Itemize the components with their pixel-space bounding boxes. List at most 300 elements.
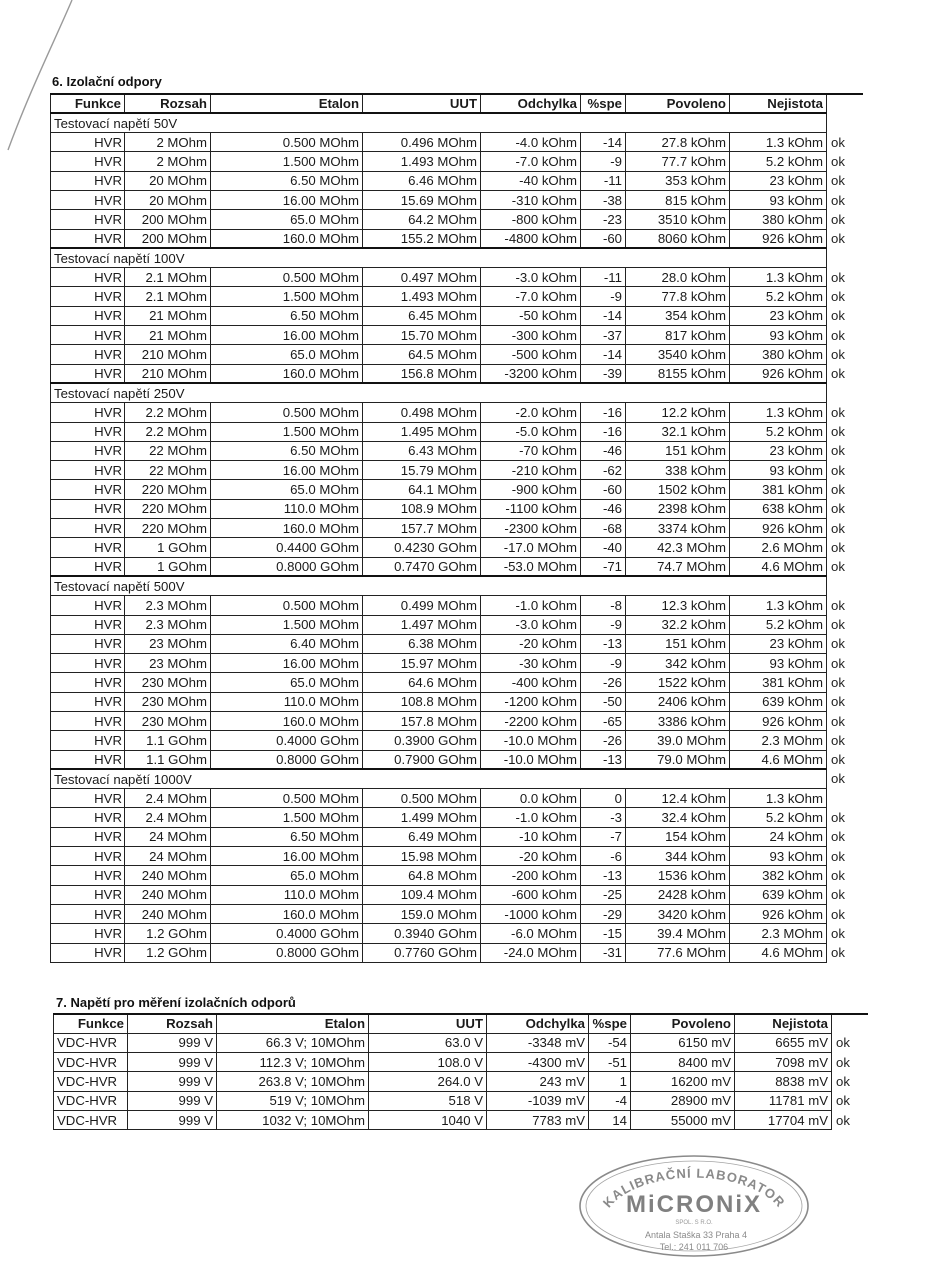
- cell-etalon: 16.00 MOhm: [211, 461, 363, 480]
- cell-spe: -14: [581, 133, 626, 152]
- column-header-povoleno: Povoleno: [626, 94, 730, 113]
- cell-rozsah: 2 MOhm: [125, 133, 211, 152]
- cell-povoleno: 817 kOhm: [626, 326, 730, 345]
- cell-povoleno: 3420 kOhm: [626, 904, 730, 923]
- cell-etalon: 110.0 MOhm: [211, 885, 363, 904]
- column-header-etalon: Etalon: [211, 94, 363, 113]
- cell-etalon: 0.4000 GOhm: [211, 924, 363, 943]
- stamp-top-text: KALIBRAČNÍ LABORATOR: [599, 1165, 789, 1211]
- insulation-voltage-table: [53, 1013, 868, 1130]
- cell-nejistota: 381 kOhm: [730, 480, 827, 499]
- cell-spe: -9: [581, 287, 626, 306]
- cell-uut: 0.500 MOhm: [363, 789, 481, 808]
- cell-etalon: 0.500 MOhm: [211, 789, 363, 808]
- cell-spe: -9: [581, 654, 626, 673]
- cell-rozsah: 240 MOhm: [125, 885, 211, 904]
- group-label: Testovací napětí 250V: [51, 383, 827, 402]
- cell-odchylka: -6.0 MOhm: [481, 924, 581, 943]
- cell-ok-status: ok: [831, 269, 845, 285]
- cell-ok-status: [827, 789, 863, 808]
- cell-odchylka: 243 mV: [487, 1072, 589, 1091]
- cell-odchylka: -1200 kOhm: [481, 692, 581, 711]
- table-row: [51, 692, 863, 711]
- cell-povoleno: 1502 kOhm: [626, 480, 730, 499]
- cell-funkce: HVR: [51, 924, 125, 943]
- cell-povoleno: 2398 kOhm: [626, 499, 730, 518]
- cell-etalon: 110.0 MOhm: [211, 499, 363, 518]
- cell-povoleno: 815 kOhm: [626, 190, 730, 209]
- cell-ok-status: ok: [831, 404, 845, 420]
- cell-spe: -16: [581, 403, 626, 422]
- cell-rozsah: 200 MOhm: [125, 210, 211, 229]
- cell-funkce: HVR: [51, 519, 125, 538]
- cell-ok-status: ok: [831, 810, 845, 826]
- cell-ok-status: ok: [831, 925, 845, 941]
- cell-rozsah: 2.2 MOhm: [125, 403, 211, 422]
- cell-povoleno: 42.3 MOhm: [626, 538, 730, 557]
- cell-ok-status: ok: [831, 694, 845, 710]
- cell-odchylka: -53.0 MOhm: [481, 557, 581, 576]
- cell-rozsah: 22 MOhm: [125, 461, 211, 480]
- cell-etalon: 65.0 MOhm: [211, 480, 363, 499]
- stamp-brand: MiCRONiX: [626, 1191, 762, 1218]
- cell-funkce: HVR: [51, 596, 125, 615]
- cell-spe: -26: [581, 731, 626, 750]
- cell-ok-status: ok: [831, 636, 845, 652]
- cell-nejistota: 2.3 MOhm: [730, 924, 827, 943]
- cell-ok-status: ok: [831, 211, 845, 227]
- cell-funkce: HVR: [51, 943, 125, 962]
- cell-ok-status: ok: [831, 173, 845, 189]
- cell-uut: 0.7760 GOhm: [363, 943, 481, 962]
- cell-spe: 1: [589, 1072, 631, 1091]
- cell-odchylka: -4800 kOhm: [481, 229, 581, 248]
- cell-spe: -29: [581, 904, 626, 923]
- cell-ok-status: ok: [831, 539, 845, 555]
- cell-spe: -31: [581, 943, 626, 962]
- cell-ok-status: ok: [831, 597, 845, 613]
- table-row: [51, 596, 863, 615]
- cell-nejistota: 23 kOhm: [730, 634, 827, 653]
- cell-nejistota: 23 kOhm: [730, 306, 827, 325]
- cell-rozsah: 999 V: [128, 1110, 217, 1129]
- cell-etalon: 16.00 MOhm: [211, 847, 363, 866]
- cell-ok-status: ok: [831, 231, 845, 247]
- cell-ok-status: ok: [836, 1035, 850, 1051]
- cell-povoleno: 32.2 kOhm: [626, 615, 730, 634]
- column-header-odchylka: Odchylka: [481, 94, 581, 113]
- stamp-company-type: SPOL. S R.O.: [675, 1220, 713, 1226]
- group-label: Testovací napětí 500V: [51, 576, 827, 595]
- cell-funkce: HVR: [51, 422, 125, 441]
- table-row: [51, 422, 863, 441]
- column-header-spe: %spe: [589, 1014, 631, 1033]
- cell-odchylka: -4.0 kOhm: [481, 133, 581, 152]
- cell-spe: -9: [581, 152, 626, 171]
- table-row: [54, 1072, 868, 1091]
- cell-odchylka: -210 kOhm: [481, 461, 581, 480]
- cell-etalon: 0.8000 GOhm: [211, 943, 363, 962]
- cell-uut: 0.7470 GOhm: [363, 557, 481, 576]
- cell-funkce: HVR: [51, 210, 125, 229]
- cell-rozsah: 1.2 GOhm: [125, 943, 211, 962]
- table-row: [51, 634, 863, 653]
- cell-odchylka: -1.0 kOhm: [481, 808, 581, 827]
- cell-funkce: HVR: [51, 461, 125, 480]
- cell-ok-status: ok: [831, 867, 845, 883]
- cell-odchylka: -1000 kOhm: [481, 904, 581, 923]
- cell-odchylka: -3348 mV: [487, 1033, 589, 1052]
- cell-spe: -60: [581, 480, 626, 499]
- group-header-row: [51, 576, 863, 595]
- column-header-rozsah: Rozsah: [128, 1014, 217, 1033]
- cell-nejistota: 4.6 MOhm: [730, 750, 827, 769]
- cell-rozsah: 1.1 GOhm: [125, 750, 211, 769]
- table-row: [51, 364, 863, 383]
- cell-nejistota: 2.3 MOhm: [730, 731, 827, 750]
- cell-odchylka: -20 kOhm: [481, 847, 581, 866]
- table-row: [51, 557, 863, 576]
- cell-uut: 0.499 MOhm: [363, 596, 481, 615]
- cell-ok-status: ok: [831, 520, 845, 536]
- cell-odchylka: -4300 mV: [487, 1053, 589, 1072]
- cell-spe: -60: [581, 229, 626, 248]
- cell-nejistota: 926 kOhm: [730, 904, 827, 923]
- cell-spe: -16: [581, 422, 626, 441]
- cell-etalon: 112.3 V; 10MOhm: [217, 1053, 369, 1072]
- cell-spe: -15: [581, 924, 626, 943]
- cell-uut: 64.5 MOhm: [363, 345, 481, 364]
- cell-rozsah: 220 MOhm: [125, 480, 211, 499]
- cell-rozsah: 2.4 MOhm: [125, 789, 211, 808]
- cell-povoleno: 28.0 kOhm: [626, 268, 730, 287]
- cell-uut: 0.498 MOhm: [363, 403, 481, 422]
- cell-uut: 0.3900 GOhm: [363, 731, 481, 750]
- cell-rozsah: 2.1 MOhm: [125, 287, 211, 306]
- cell-funkce: VDC-HVR: [54, 1053, 128, 1072]
- cell-funkce: HVR: [51, 731, 125, 750]
- cell-nejistota: 1.3 kOhm: [730, 403, 827, 422]
- cell-funkce: HVR: [51, 673, 125, 692]
- cell-etalon: 65.0 MOhm: [211, 866, 363, 885]
- cell-ok-status: ok: [831, 327, 845, 343]
- cell-rozsah: 22 MOhm: [125, 441, 211, 460]
- cell-odchylka: -310 kOhm: [481, 190, 581, 209]
- cell-spe: -62: [581, 461, 626, 480]
- cell-nejistota: 4.6 MOhm: [730, 943, 827, 962]
- cell-ok-status: ok: [831, 713, 845, 729]
- cell-etalon: 1.500 MOhm: [211, 422, 363, 441]
- cell-nejistota: 17704 mV: [735, 1110, 832, 1129]
- cell-uut: 0.7900 GOhm: [363, 750, 481, 769]
- cell-rozsah: 2.2 MOhm: [125, 422, 211, 441]
- cell-spe: -14: [581, 345, 626, 364]
- table-row: [54, 1110, 868, 1129]
- cell-povoleno: 55000 mV: [631, 1110, 735, 1129]
- cell-povoleno: 39.4 MOhm: [626, 924, 730, 943]
- cell-rozsah: 220 MOhm: [125, 499, 211, 518]
- cell-ok-status: ok: [831, 752, 845, 768]
- cell-uut: 64.8 MOhm: [363, 866, 481, 885]
- cell-povoleno: 154 kOhm: [626, 827, 730, 846]
- cell-etalon: 66.3 V; 10MOhm: [217, 1033, 369, 1052]
- cell-ok-status: ok: [831, 655, 845, 671]
- cell-spe: -39: [581, 364, 626, 383]
- column-header-spe: %spe: [581, 94, 626, 113]
- cell-funkce: HVR: [51, 306, 125, 325]
- cell-povoleno: 354 kOhm: [626, 306, 730, 325]
- cell-nejistota: 638 kOhm: [730, 499, 827, 518]
- table-row: [51, 789, 863, 808]
- cell-povoleno: 342 kOhm: [626, 654, 730, 673]
- cell-etalon: 6.50 MOhm: [211, 827, 363, 846]
- table-row: [51, 461, 863, 480]
- table-row: [51, 519, 863, 538]
- cell-spe: -51: [589, 1053, 631, 1072]
- cell-etalon: 1.500 MOhm: [211, 152, 363, 171]
- cell-spe: -38: [581, 190, 626, 209]
- cell-rozsah: 210 MOhm: [125, 364, 211, 383]
- cell-funkce: HVR: [51, 866, 125, 885]
- cell-funkce: HVR: [51, 847, 125, 866]
- cell-uut: 6.46 MOhm: [363, 171, 481, 190]
- cell-rozsah: 1 GOhm: [125, 538, 211, 557]
- cell-funkce: VDC-HVR: [54, 1110, 128, 1129]
- cell-rozsah: 230 MOhm: [125, 673, 211, 692]
- cell-nejistota: 24 kOhm: [730, 827, 827, 846]
- column-header-nejistota: Nejistota: [730, 94, 827, 113]
- cell-povoleno: 12.3 kOhm: [626, 596, 730, 615]
- group-label: Testovací napětí 50V: [51, 113, 827, 132]
- group-label: Testovací napětí 100V: [51, 248, 827, 267]
- cell-rozsah: 240 MOhm: [125, 904, 211, 923]
- cell-ok-status: ok: [831, 617, 845, 633]
- cell-ok-status: ok: [831, 829, 845, 845]
- cell-nejistota: 5.2 kOhm: [730, 422, 827, 441]
- cell-funkce: HVR: [51, 441, 125, 460]
- cell-povoleno: 12.4 kOhm: [626, 789, 730, 808]
- cell-spe: -46: [581, 441, 626, 460]
- cell-nejistota: 93 kOhm: [730, 654, 827, 673]
- cell-odchylka: -40 kOhm: [481, 171, 581, 190]
- cell-uut: 0.496 MOhm: [363, 133, 481, 152]
- table-row: [51, 943, 863, 962]
- cell-odchylka: -2200 kOhm: [481, 712, 581, 731]
- table-row: [51, 229, 863, 248]
- cell-uut: 15.97 MOhm: [363, 654, 481, 673]
- cell-funkce: HVR: [51, 480, 125, 499]
- cell-etalon: 0.500 MOhm: [211, 596, 363, 615]
- cell-rozsah: 23 MOhm: [125, 634, 211, 653]
- table-row: [51, 538, 863, 557]
- cell-spe: -50: [581, 692, 626, 711]
- group-ok-status: [827, 383, 863, 402]
- cell-rozsah: 1.2 GOhm: [125, 924, 211, 943]
- cell-rozsah: 2 MOhm: [125, 152, 211, 171]
- cell-rozsah: 1 GOhm: [125, 557, 211, 576]
- cell-odchylka: -3200 kOhm: [481, 364, 581, 383]
- cell-ok-status: ok: [831, 848, 845, 864]
- cell-odchylka: -2.0 kOhm: [481, 403, 581, 422]
- cell-ok-status: ok: [831, 424, 845, 440]
- cell-uut: 15.70 MOhm: [363, 326, 481, 345]
- cell-povoleno: 28900 mV: [631, 1091, 735, 1110]
- cell-uut: 108.8 MOhm: [363, 692, 481, 711]
- cell-nejistota: 639 kOhm: [730, 692, 827, 711]
- cell-odchylka: -1100 kOhm: [481, 499, 581, 518]
- table-row: [51, 133, 863, 152]
- cell-nejistota: 926 kOhm: [730, 229, 827, 248]
- cell-uut: 108.9 MOhm: [363, 499, 481, 518]
- cell-ok-status: ok: [836, 1112, 850, 1128]
- cell-funkce: HVR: [51, 190, 125, 209]
- cell-odchylka: -200 kOhm: [481, 866, 581, 885]
- cell-povoleno: 8400 mV: [631, 1053, 735, 1072]
- cell-nejistota: 23 kOhm: [730, 441, 827, 460]
- cell-nejistota: 11781 mV: [735, 1091, 832, 1110]
- cell-povoleno: 74.7 MOhm: [626, 557, 730, 576]
- cell-ok-status: ok: [831, 732, 845, 748]
- group-ok-status: [827, 248, 863, 267]
- cell-etalon: 6.50 MOhm: [211, 441, 363, 460]
- table-row: [51, 190, 863, 209]
- group-header-row: [51, 248, 863, 267]
- cell-funkce: HVR: [51, 499, 125, 518]
- cell-ok-status: ok: [836, 1073, 850, 1089]
- cell-etalon: 0.8000 GOhm: [211, 750, 363, 769]
- table-row: [51, 731, 863, 750]
- cell-nejistota: 93 kOhm: [730, 190, 827, 209]
- column-header-povoleno: Povoleno: [631, 1014, 735, 1033]
- cell-etalon: 0.4000 GOhm: [211, 731, 363, 750]
- cell-uut: 64.2 MOhm: [363, 210, 481, 229]
- cell-povoleno: 6150 mV: [631, 1033, 735, 1052]
- insulation-resistance-table: [50, 93, 863, 963]
- cell-rozsah: 24 MOhm: [125, 847, 211, 866]
- cell-etalon: 160.0 MOhm: [211, 364, 363, 383]
- cell-rozsah: 23 MOhm: [125, 654, 211, 673]
- cell-rozsah: 210 MOhm: [125, 345, 211, 364]
- cell-etalon: 1.500 MOhm: [211, 808, 363, 827]
- group-header-row: [51, 383, 863, 402]
- cell-rozsah: 24 MOhm: [125, 827, 211, 846]
- cell-nejistota: 7098 mV: [735, 1053, 832, 1072]
- cell-uut: 108.0 V: [369, 1053, 487, 1072]
- cell-odchylka: -500 kOhm: [481, 345, 581, 364]
- stamp-phone: Tel.: 241 011 706: [659, 1242, 729, 1252]
- cell-spe: -8: [581, 596, 626, 615]
- column-header-nejistota: Nejistota: [735, 1014, 832, 1033]
- cell-spe: -40: [581, 538, 626, 557]
- cell-rozsah: 200 MOhm: [125, 229, 211, 248]
- cell-nejistota: 382 kOhm: [730, 866, 827, 885]
- cell-uut: 1040 V: [369, 1110, 487, 1129]
- cell-funkce: HVR: [51, 692, 125, 711]
- cell-spe: -13: [581, 634, 626, 653]
- cell-etalon: 160.0 MOhm: [211, 229, 363, 248]
- cell-nejistota: 1.3 kOhm: [730, 268, 827, 287]
- cell-rozsah: 2.1 MOhm: [125, 268, 211, 287]
- stamp-address: Antala Staška 33 Praha 4: [644, 1230, 748, 1240]
- cell-spe: -14: [581, 306, 626, 325]
- cell-funkce: HVR: [51, 538, 125, 557]
- cell-nejistota: 926 kOhm: [730, 519, 827, 538]
- cell-funkce: VDC-HVR: [54, 1091, 128, 1110]
- table-row: [51, 904, 863, 923]
- cell-rozsah: 230 MOhm: [125, 692, 211, 711]
- column-header-uut: UUT: [369, 1014, 487, 1033]
- cell-uut: 64.1 MOhm: [363, 480, 481, 499]
- cell-uut: 1.495 MOhm: [363, 422, 481, 441]
- cell-etalon: 519 V; 10MOhm: [217, 1091, 369, 1110]
- cell-rozsah: 2.3 MOhm: [125, 596, 211, 615]
- table-row: [51, 673, 863, 692]
- cell-uut: 156.8 MOhm: [363, 364, 481, 383]
- cell-odchylka: -7.0 kOhm: [481, 152, 581, 171]
- cell-povoleno: 3540 kOhm: [626, 345, 730, 364]
- cell-etalon: 65.0 MOhm: [211, 673, 363, 692]
- cell-uut: 6.38 MOhm: [363, 634, 481, 653]
- cell-odchylka: 0.0 kOhm: [481, 789, 581, 808]
- cell-odchylka: -17.0 MOhm: [481, 538, 581, 557]
- cell-uut: 0.497 MOhm: [363, 268, 481, 287]
- cell-uut: 518 V: [369, 1091, 487, 1110]
- cell-uut: 1.499 MOhm: [363, 808, 481, 827]
- cell-funkce: HVR: [51, 152, 125, 171]
- cell-odchylka: -600 kOhm: [481, 885, 581, 904]
- cell-povoleno: 344 kOhm: [626, 847, 730, 866]
- cell-povoleno: 1522 kOhm: [626, 673, 730, 692]
- cell-funkce: HVR: [51, 654, 125, 673]
- cell-nejistota: 93 kOhm: [730, 847, 827, 866]
- cell-povoleno: 151 kOhm: [626, 634, 730, 653]
- cell-povoleno: 8060 kOhm: [626, 229, 730, 248]
- cell-etalon: 0.500 MOhm: [211, 133, 363, 152]
- cell-etalon: 160.0 MOhm: [211, 712, 363, 731]
- cell-spe: -3: [581, 808, 626, 827]
- cell-rozsah: 999 V: [128, 1033, 217, 1052]
- cell-nejistota: 639 kOhm: [730, 885, 827, 904]
- cell-odchylka: -300 kOhm: [481, 326, 581, 345]
- cell-rozsah: 20 MOhm: [125, 171, 211, 190]
- cell-povoleno: 27.8 kOhm: [626, 133, 730, 152]
- table-row: [51, 480, 863, 499]
- cell-rozsah: 230 MOhm: [125, 712, 211, 731]
- cell-ok-status: ok: [831, 674, 845, 690]
- cell-ok-status: ok: [831, 501, 845, 517]
- cell-ok-status: ok: [831, 153, 845, 169]
- cell-uut: 109.4 MOhm: [363, 885, 481, 904]
- cell-odchylka: -10 kOhm: [481, 827, 581, 846]
- cell-odchylka: -5.0 kOhm: [481, 422, 581, 441]
- table-row: [54, 1053, 868, 1072]
- cell-etalon: 263.8 V; 10MOhm: [217, 1072, 369, 1091]
- cell-ok-status: ok: [831, 192, 845, 208]
- column-header-funkce: Funkce: [51, 94, 125, 113]
- cell-spe: -65: [581, 712, 626, 731]
- cell-ok-status: ok: [831, 366, 845, 382]
- cell-ok-status: ok: [831, 906, 845, 922]
- cell-odchylka: -800 kOhm: [481, 210, 581, 229]
- cell-nejistota: 381 kOhm: [730, 673, 827, 692]
- cell-povoleno: 338 kOhm: [626, 461, 730, 480]
- cell-ok-status: ok: [831, 308, 845, 324]
- cell-odchylka: -900 kOhm: [481, 480, 581, 499]
- table-row: [51, 615, 863, 634]
- cell-funkce: HVR: [51, 634, 125, 653]
- cell-funkce: HVR: [51, 364, 125, 383]
- table-row: [51, 499, 863, 518]
